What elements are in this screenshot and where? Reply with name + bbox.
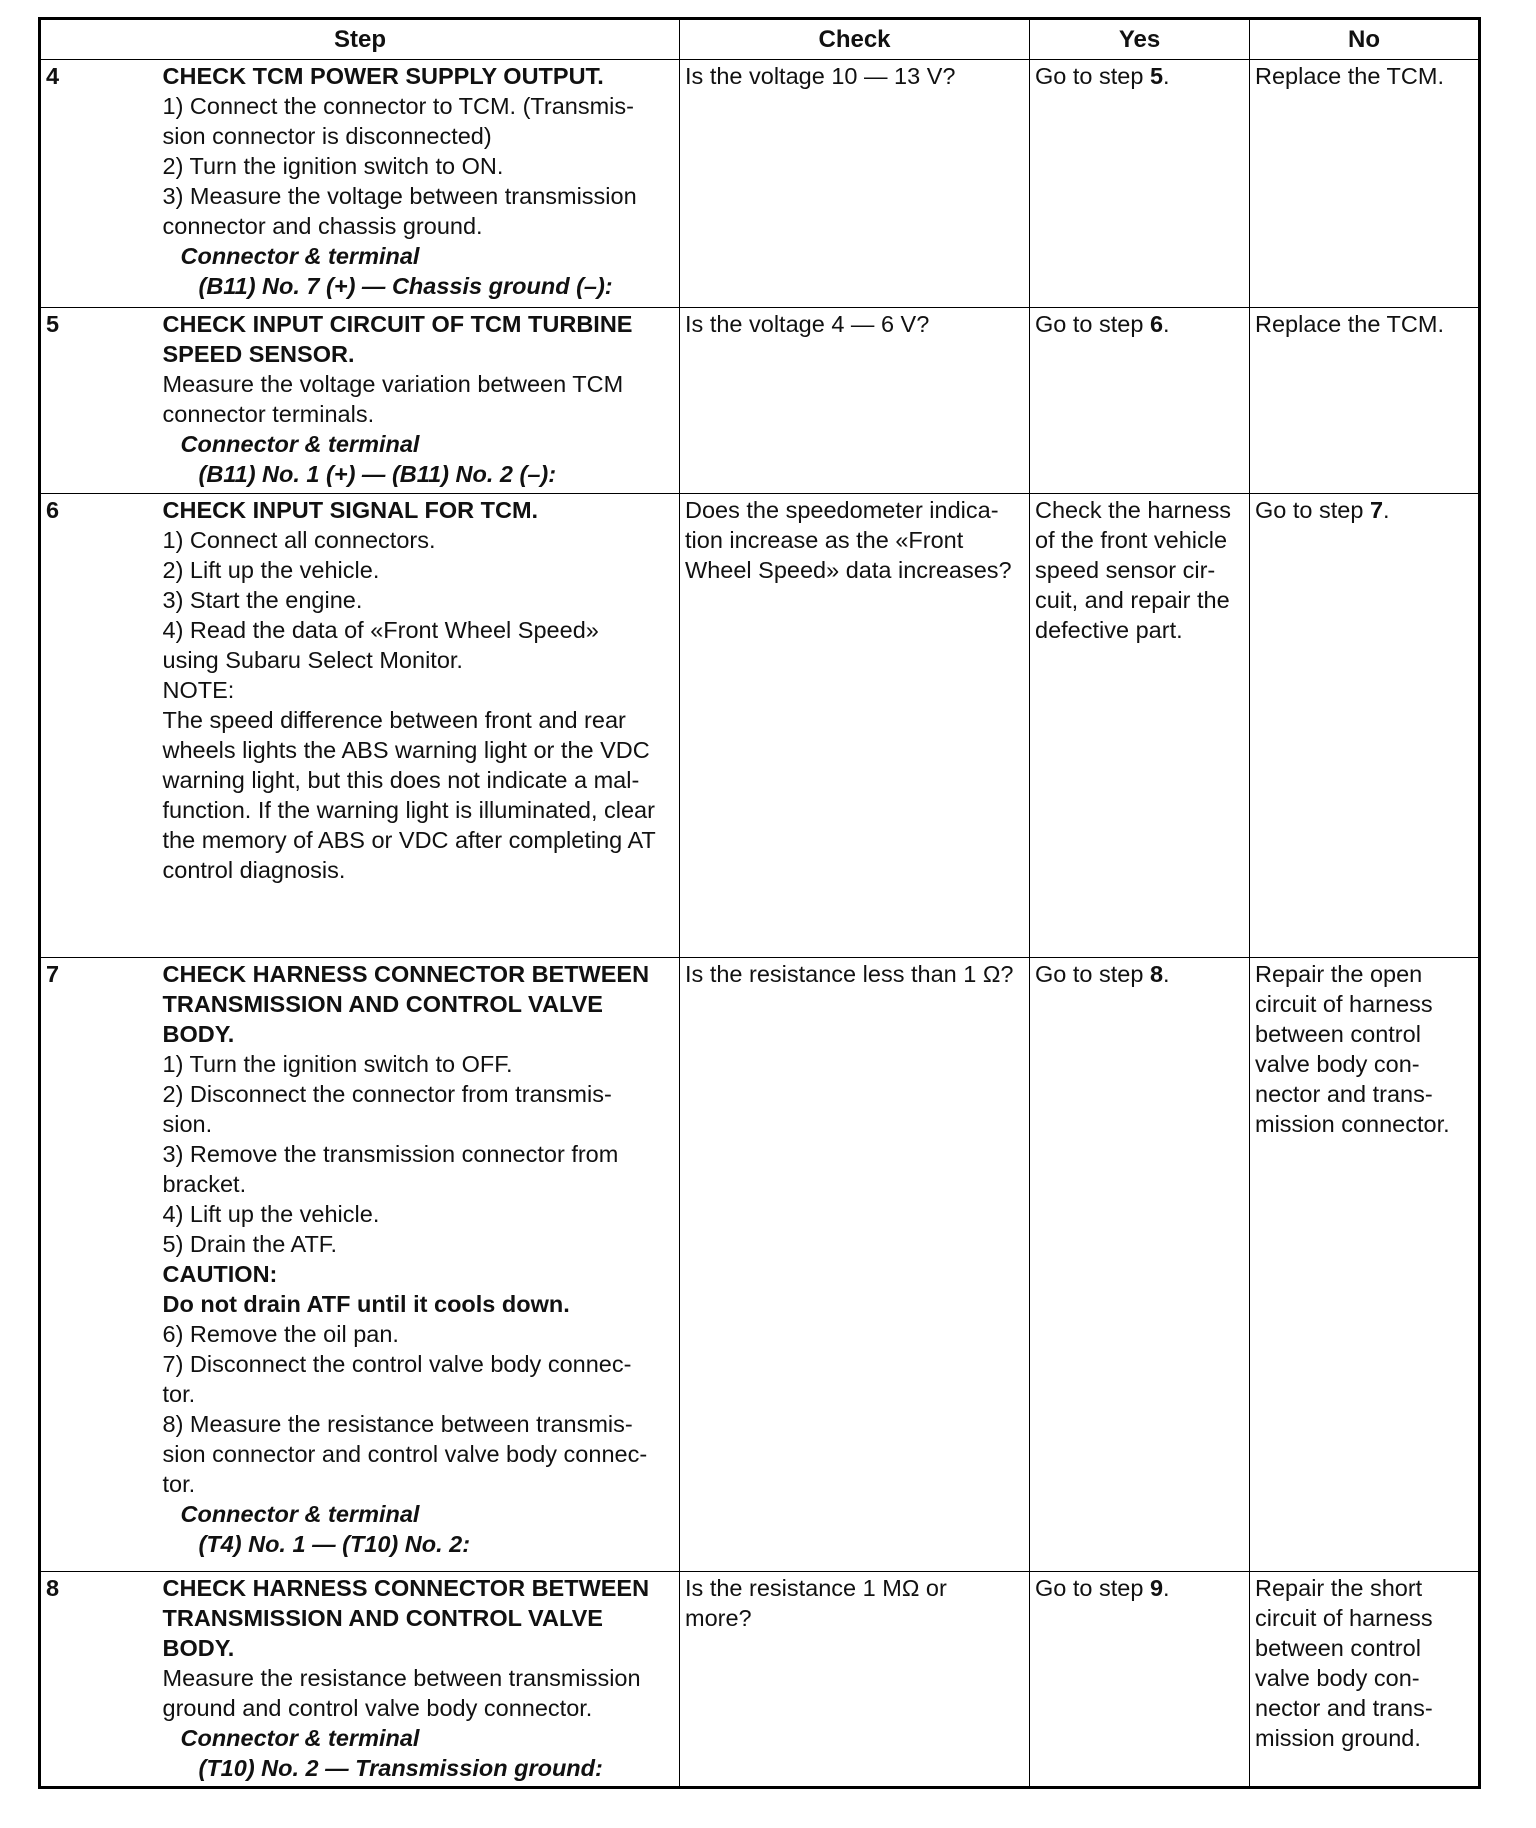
yes-cell: Go to step 9. — [1030, 1572, 1250, 1788]
no-cell: Replace the TCM. — [1250, 60, 1480, 308]
no-cell: Go to step 7. — [1250, 494, 1480, 958]
step-line: 4) Lift up the vehicle. — [162, 1201, 380, 1227]
table-row — [40, 494, 1480, 958]
step-description — [158, 958, 680, 1572]
header-yes: Yes — [1030, 19, 1250, 60]
step-line: 2) Turn the ignition switch to ON. — [162, 153, 504, 179]
note-line: control diagnosis. — [162, 857, 346, 883]
step-description — [158, 60, 680, 308]
step-line: 1) Turn the ignition switch to OFF. — [162, 1051, 513, 1077]
step-line: 5) Drain the ATF. — [162, 1231, 338, 1257]
step-line: sion connector and control valve body connec- — [162, 1441, 648, 1467]
no-cell: Replace the TCM. — [1250, 308, 1480, 494]
step-line: Measure the resistance between transmission — [162, 1665, 641, 1691]
step-line: connector terminals. — [162, 401, 375, 427]
yes-step-number: 9 — [1149, 1575, 1164, 1601]
step-line: 4) Read the data of «Front Wheel Speed» — [162, 617, 599, 643]
check-cell: Does the speedometer indica- tion increase as the «Front Wheel Speed» data increases? — [680, 494, 1030, 958]
step-title: CHECK TCM POWER SUPPLY OUTPUT. — [162, 63, 604, 89]
step-title: TRANSMISSION AND CONTROL VALVE — [162, 1605, 603, 1631]
connector-label: Connector & terminal — [180, 1501, 420, 1527]
connector-value: (B11) No. 7 (+) — Chassis ground (–): — [198, 273, 613, 299]
note-heading: NOTE: — [162, 677, 235, 703]
step-title: SPEED SENSOR. — [162, 341, 355, 367]
no-cell: Repair the open circuit of harness between control valve body con- nector and trans- mission connector. — [1250, 958, 1480, 1572]
step-line: 1) Connect the connector to TCM. (Transmis- — [162, 93, 634, 119]
yes-cell: Check the harness of the front vehicle speed sensor cir- cuit, and repair the defective part. — [1030, 494, 1250, 958]
caution-heading: CAUTION: — [162, 1261, 278, 1287]
connector-value: (B11) No. 1 (+) — (B11) No. 2 (–): — [198, 461, 557, 487]
note-line: The speed difference between front and rear — [162, 707, 626, 733]
step-line: Measure the voltage variation between TCM — [162, 371, 624, 397]
step-line: sion connector is disconnected) — [162, 123, 492, 149]
table-row — [40, 1572, 1480, 1788]
step-line: 6) Remove the oil pan. — [162, 1321, 399, 1347]
note-line: function. If the warning light is illuminated, clear — [162, 797, 655, 823]
step-line: connector and chassis ground. — [162, 213, 483, 239]
step-title: CHECK HARNESS CONNECTOR BETWEEN — [162, 961, 650, 987]
yes-step-number: 6 — [1149, 311, 1164, 337]
yes-cell: Go to step 5. — [1030, 60, 1250, 308]
step-line: 3) Remove the transmission connector from — [162, 1141, 619, 1167]
step-description — [158, 494, 680, 958]
header-no: No — [1250, 19, 1480, 60]
step-line: 8) Measure the resistance between transmis- — [162, 1411, 633, 1437]
step-title: TRANSMISSION AND CONTROL VALVE — [162, 991, 603, 1017]
step-number: 7 — [40, 958, 158, 1572]
connector-label: Connector & terminal — [180, 243, 420, 269]
step-line: ground and control valve body connector. — [162, 1695, 593, 1721]
step-title: CHECK HARNESS CONNECTOR BETWEEN — [162, 1575, 650, 1601]
step-title: CHECK INPUT CIRCUIT OF TCM TURBINE — [162, 311, 633, 337]
diagnostic-table — [38, 17, 1481, 1789]
step-title: BODY. — [162, 1021, 235, 1047]
step-line: bracket. — [162, 1171, 247, 1197]
connector-label: Connector & terminal — [180, 431, 420, 457]
header-row — [40, 19, 1480, 60]
step-line: sion. — [162, 1111, 213, 1137]
step-line: 2) Disconnect the connector from transmis- — [162, 1081, 612, 1107]
yes-cell: Go to step 8. — [1030, 958, 1250, 1572]
note-line: wheels lights the ABS warning light or the VDC — [162, 737, 650, 763]
step-line: using Subaru Select Monitor. — [162, 647, 463, 673]
check-cell: Is the resistance less than 1 Ω? — [680, 958, 1030, 1572]
step-line: tor. — [162, 1381, 196, 1407]
table-row — [40, 308, 1480, 494]
step-number: 4 — [40, 60, 158, 308]
check-cell: Is the resistance 1 MΩ or more? — [680, 1572, 1030, 1788]
connector-value: (T10) No. 2 — Transmission ground: — [198, 1755, 603, 1781]
caution-text: Do not drain ATF until it cools down. — [162, 1291, 570, 1317]
no-cell: Repair the short circuit of harness between control valve body con- nector and trans- mission ground. — [1250, 1572, 1480, 1788]
step-line: 3) Measure the voltage between transmission — [162, 183, 637, 209]
step-line: 3) Start the engine. — [162, 587, 363, 613]
step-line: 7) Disconnect the control valve body connec- — [162, 1351, 632, 1377]
step-description — [158, 308, 680, 494]
table-row — [40, 958, 1480, 1572]
step-number: 5 — [40, 308, 158, 494]
yes-step-number: 5 — [1149, 63, 1164, 89]
table-row — [40, 60, 1480, 308]
step-description — [158, 1572, 680, 1788]
step-line: tor. — [162, 1471, 196, 1497]
note-line: warning light, but this does not indicate a mal- — [162, 767, 640, 793]
yes-cell: Go to step 6. — [1030, 308, 1250, 494]
step-title: BODY. — [162, 1635, 235, 1661]
connector-label: Connector & terminal — [180, 1725, 420, 1751]
no-step-number: 7 — [1369, 497, 1384, 523]
check-cell: Is the voltage 4 — 6 V? — [680, 308, 1030, 494]
header-check: Check — [680, 19, 1030, 60]
step-number: 8 — [40, 1572, 158, 1788]
step-line: 1) Connect all connectors. — [162, 527, 436, 553]
step-number: 6 — [40, 494, 158, 958]
yes-step-number: 8 — [1149, 961, 1164, 987]
note-line: the memory of ABS or VDC after completing AT — [162, 827, 656, 853]
connector-value: (T4) No. 1 — (T10) No. 2: — [198, 1531, 471, 1557]
check-cell: Is the voltage 10 — 13 V? — [680, 60, 1030, 308]
step-title: CHECK INPUT SIGNAL FOR TCM. — [162, 497, 539, 523]
header-step: Step — [40, 19, 680, 60]
step-line: 2) Lift up the vehicle. — [162, 557, 380, 583]
